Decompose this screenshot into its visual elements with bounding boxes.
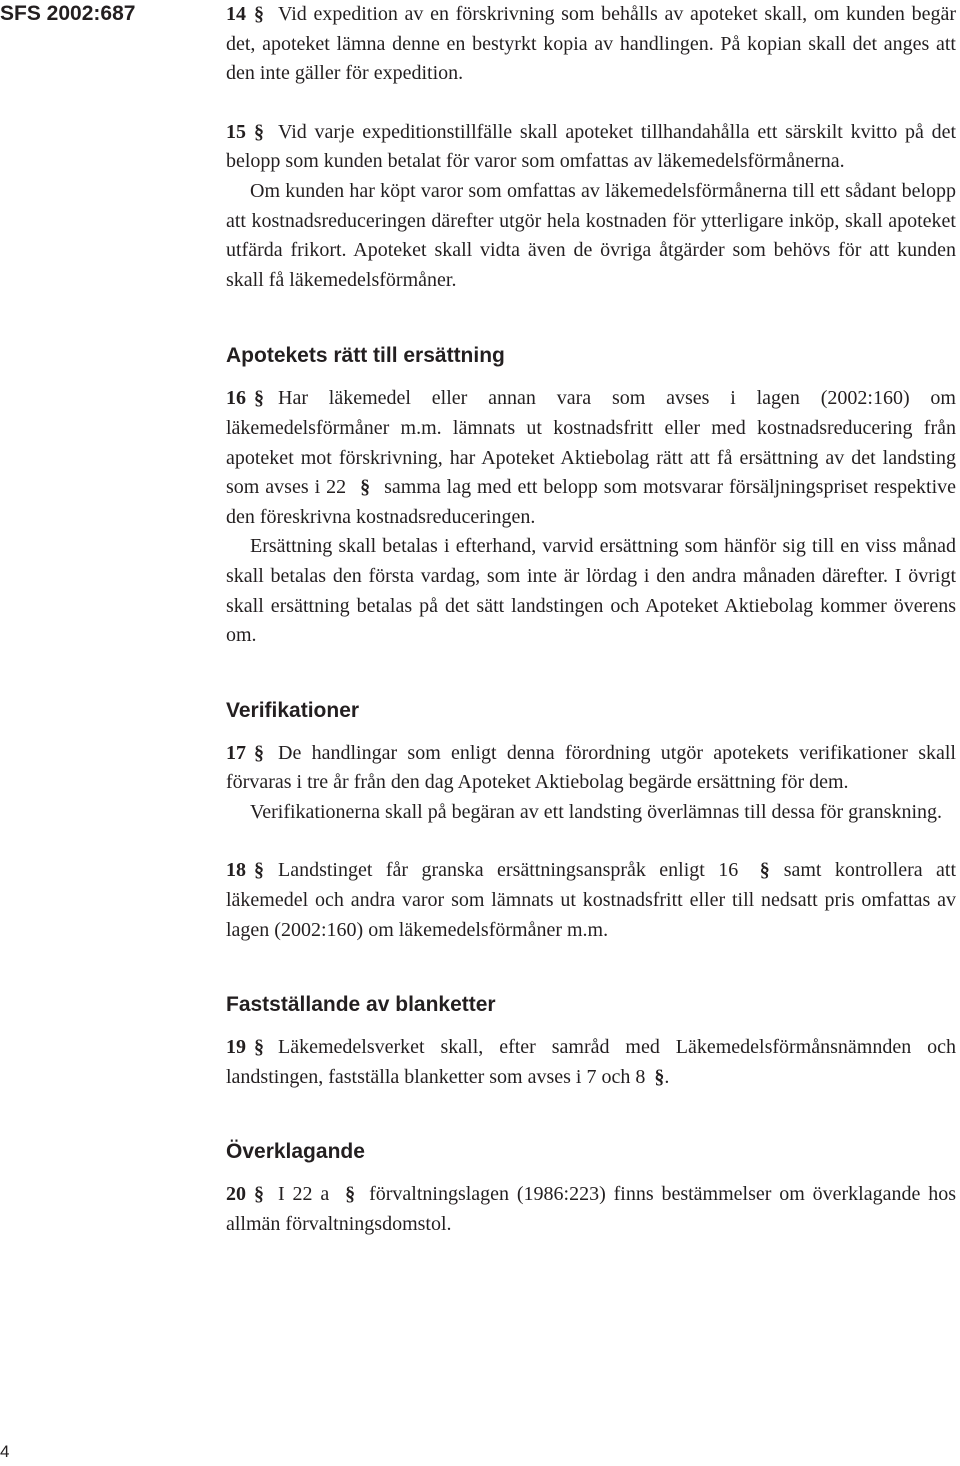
section-sign: §	[254, 3, 264, 25]
heading-overklagande: Överklagande	[226, 1140, 365, 1164]
section-14	[226, 0, 956, 89]
section-sign: §	[254, 120, 264, 143]
section-sign: §	[254, 387, 264, 410]
section-number: 19	[226, 1036, 246, 1059]
section-text: De handlingar som enligt denna förordning utgör apotekets verifikationer skall förvaras i tre år från den dag Apoteket Aktiebolag begärde ersättning för dem.	[226, 741, 956, 794]
section-sign: §	[254, 1036, 264, 1059]
section-sign-inline: §	[759, 859, 770, 882]
section-number: 18	[226, 859, 246, 882]
section-17-paragraph-2: Verifikationerna skall på begäran av ett landsting överlämnas till dessa för granskning.	[250, 800, 943, 823]
heading-apotekets-ratt: Apotekets rätt till ersättning	[226, 344, 505, 368]
sfs-number: SFS 2002:687	[0, 2, 136, 25]
section-sign-inline: §	[360, 476, 371, 499]
section-sign-inline: §	[654, 1065, 665, 1088]
section-text: Läkemedelsverket skall, efter samråd med Läkemedelsförmånsnämnden och landstingen, fastställa blanketter som avses i 7 och 8	[226, 1036, 956, 1088]
heading-faststallande: Fastställande av blanketter	[226, 993, 496, 1017]
section-text-cont: samt kontrollera att läkemedel och andra varor som lämnats ut kostnadsfritt eller till nedsatt pris omfattas av lagen (2002:160) om läkemedelsförmåner m.m.	[226, 859, 957, 941]
section-text: Vid varje expeditionstillfälle skall apoteket tillhandahålla ett särskilt kvitto på det belopp som kunden betalat för varor som omfattas av läkemedelsförmånerna.	[226, 120, 956, 173]
section-17	[226, 739, 956, 798]
section-sign: §	[254, 859, 264, 882]
section-18	[226, 856, 956, 945]
page-number: 4	[0, 1442, 10, 1461]
section-number: 14	[226, 3, 246, 25]
section-number: 20	[226, 1183, 246, 1206]
section-text-cont: förvaltningslagen (1986:223) finns bestämmelser om överklagande hos allmän förvaltningsdomstol.	[226, 1183, 956, 1236]
section-15	[226, 118, 956, 177]
section-sign-inline: §	[345, 1183, 356, 1206]
section-number: 17	[226, 741, 246, 764]
heading-verifikationer: Verifikationer	[226, 698, 360, 722]
section-19	[226, 1033, 956, 1092]
document-body	[226, 0, 956, 1240]
section-text: Landstinget får granska ersättningsanspråk enligt 16	[278, 859, 739, 882]
section-text: Har läkemedel eller annan vara som avses i lagen (2002:160) om läkemedelsförmåner m.m. lämnats ut kostnadsfritt eller med kostnadsreducering från apoteket mot förskrivning, har Apoteket Aktiebolag rätt att få ersättning av det landsting som avses i 22	[226, 387, 956, 499]
section-sign: §	[254, 1183, 264, 1206]
section-15-paragraph-2: Om kunden har köpt varor som omfattas av läkemedelsförmånerna till ett sådant belopp att kostnadsreduceringen därefter utgör hela kostnaden för ytterligare inköp, skall apoteket utfärda frikort. Apoteket skall vidta även de övriga åtgärder som behövs för att kunden skall få läkemedelsförmåner.	[226, 179, 956, 291]
section-16	[226, 384, 956, 532]
section-20	[226, 1180, 956, 1239]
section-text-cont: samma lag med ett belopp som motsvarar försäljningspriset respektive den föreskrivna kostnadsreduceringen.	[226, 476, 957, 528]
section-number: 15	[226, 120, 246, 143]
section-text: Vid expedition av en förskrivning som behålls av apoteket skall, om kunden begär det, apoteket lämna denne en bestyrkt kopia av handlingen. På kopian skall det anges att den inte gäller för expedition.	[226, 3, 956, 85]
section-16-paragraph-2: Ersättning skall betalas i efterhand, varvid ersättning som hänför sig till en viss månad skall betalas den första vardag, som inte är lördag i den andra månaden därefter. I övrigt skall ersättning betalas på det sätt landstingen och Apoteket Aktiebolag kommer överens om.	[226, 535, 956, 647]
section-number: 16	[226, 387, 246, 410]
section-text: I 22 a	[278, 1183, 330, 1206]
section-text-cont: .	[664, 1065, 670, 1088]
section-sign: §	[254, 741, 264, 764]
